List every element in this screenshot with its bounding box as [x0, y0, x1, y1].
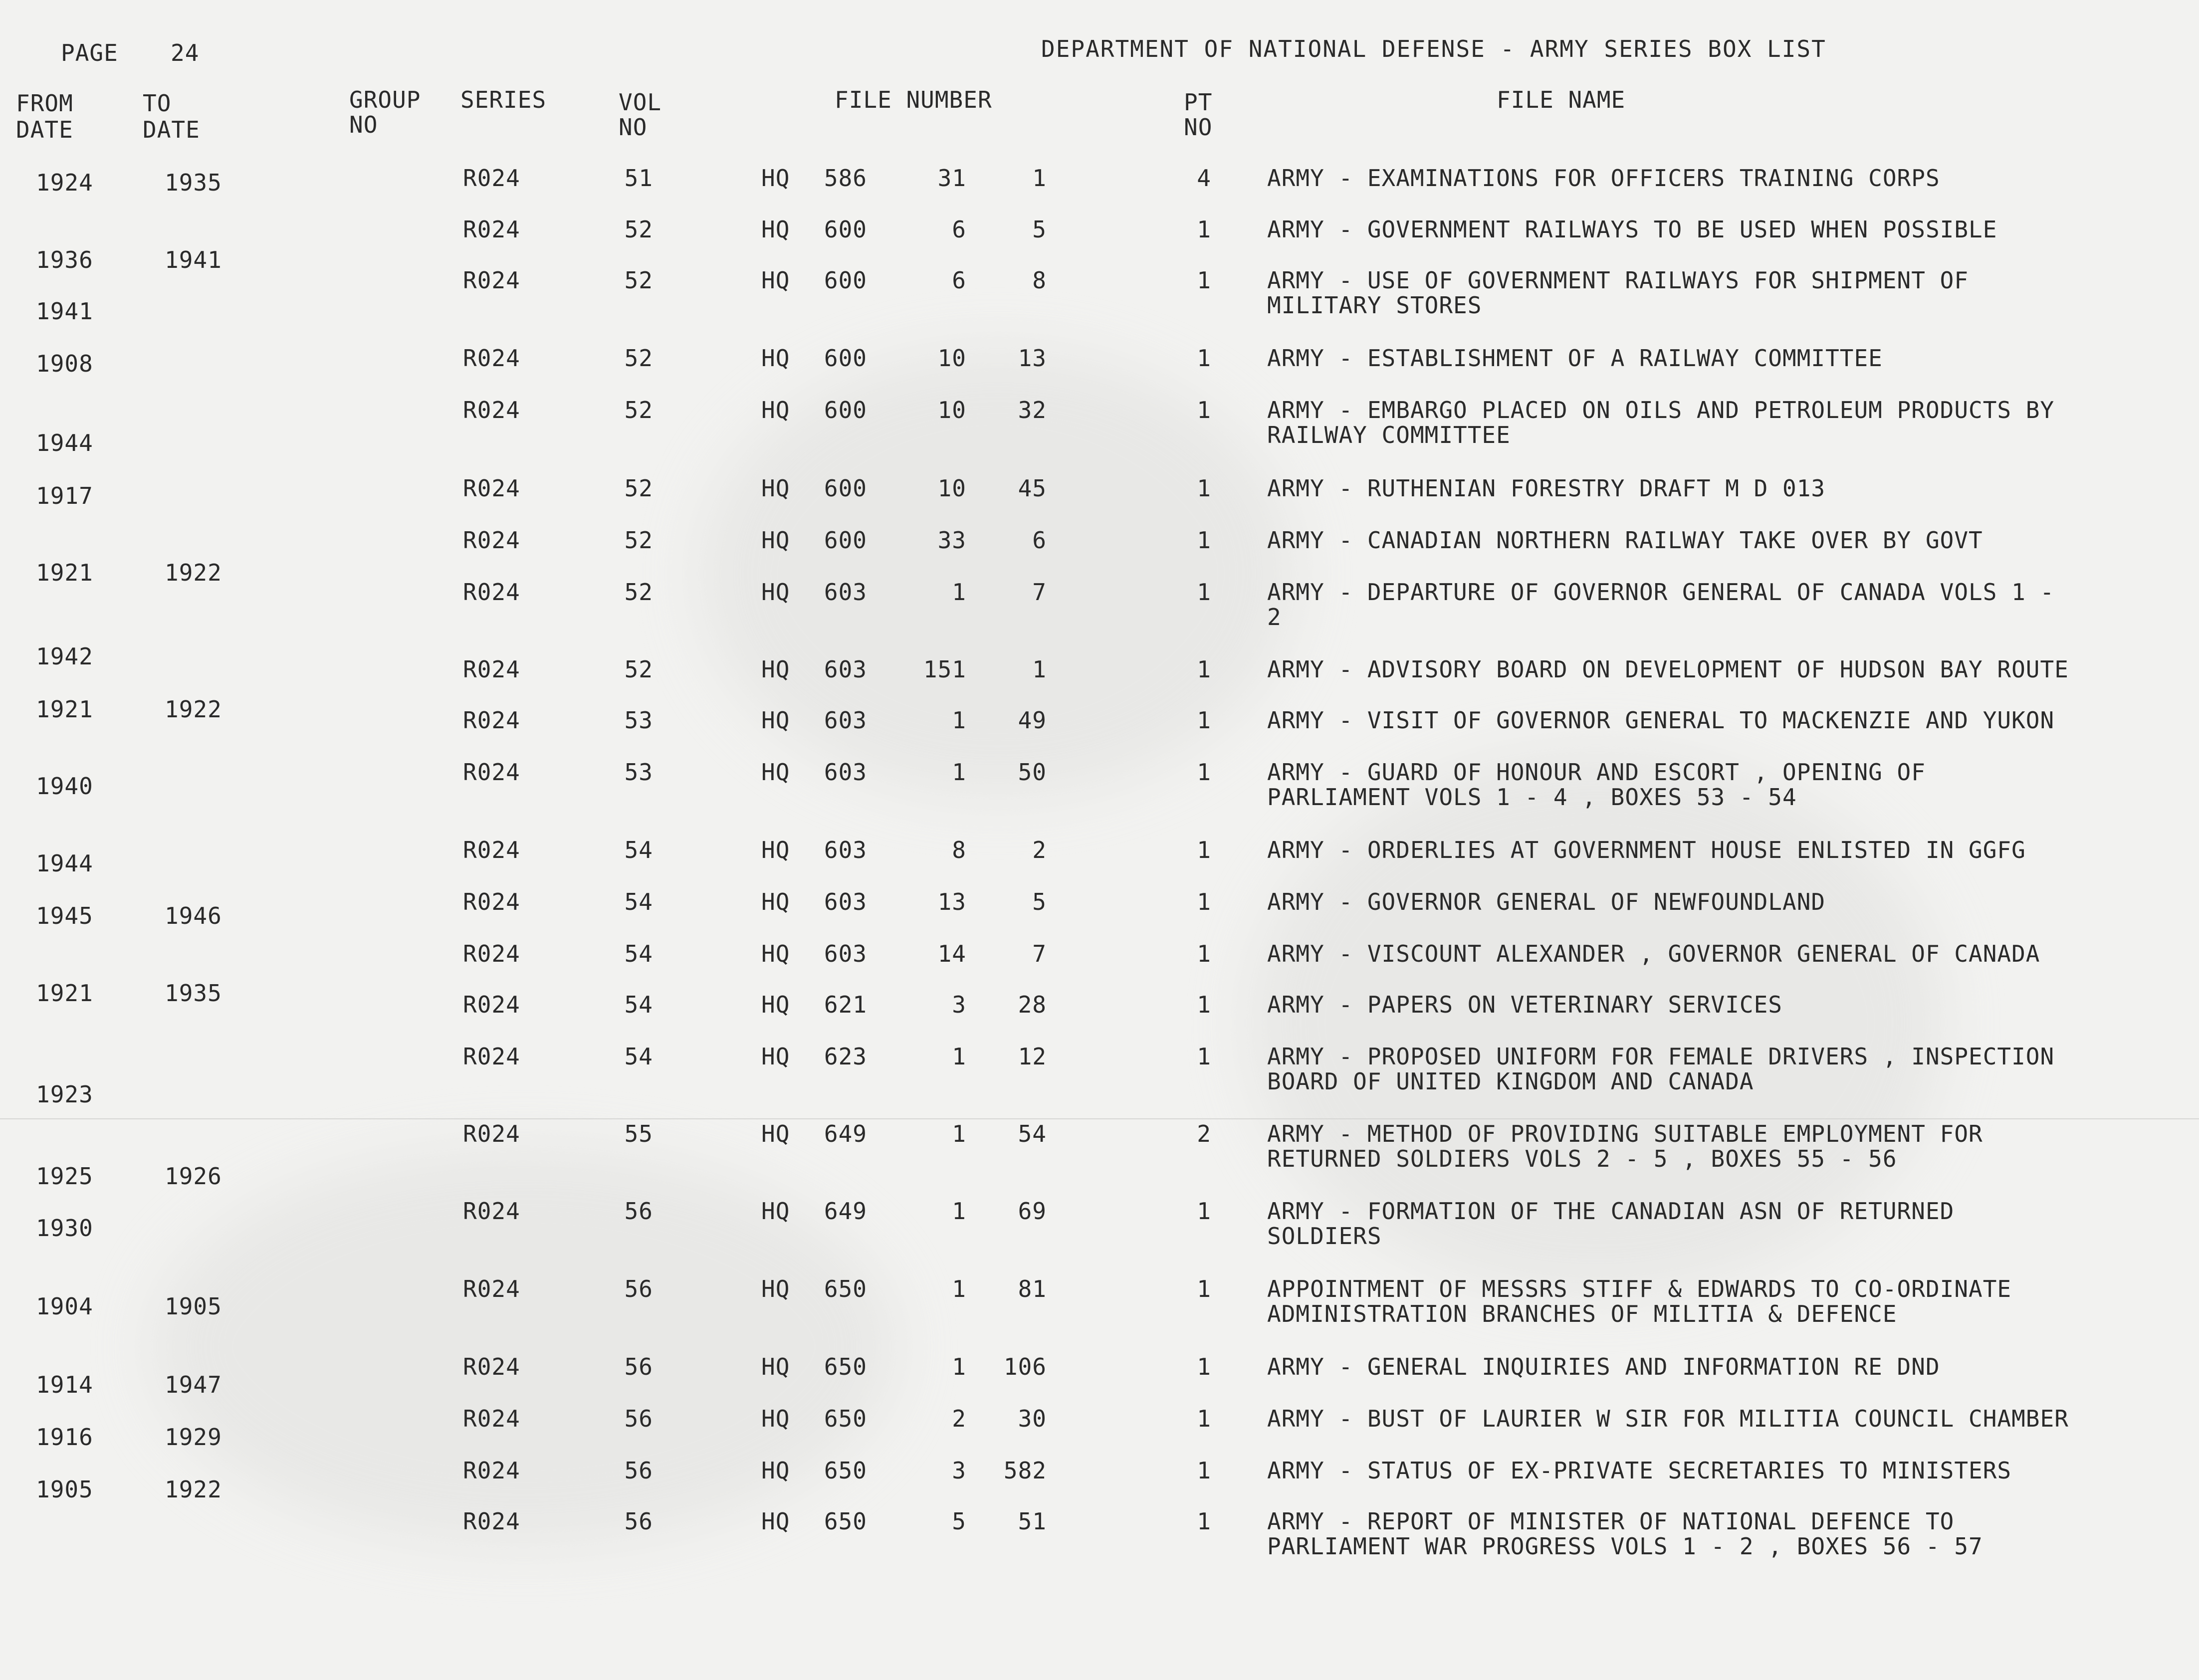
vol-no-cell: 53	[624, 759, 653, 786]
from-date: 1923	[36, 1081, 93, 1108]
file-name-line: PARLIAMENT WAR PROGRESS VOLS 1 - 2 , BOXES 56 - 57	[1267, 1533, 1983, 1560]
file-number-secondary: 1	[952, 1353, 966, 1380]
file-number-primary: 603	[824, 759, 867, 786]
from-date: 1921	[36, 696, 93, 723]
file-number-tertiary: 2	[1032, 837, 1047, 863]
file-name-line: 2	[1267, 604, 1282, 630]
file-number-secondary: 31	[937, 165, 966, 192]
pt-no-cell: 1	[1197, 759, 1211, 786]
file-number-primary: 603	[824, 707, 867, 734]
series-cell: R024	[463, 1353, 520, 1380]
series-cell: R024	[463, 1043, 520, 1070]
series-cell: R024	[463, 216, 520, 243]
file-name-line: ARMY - ADVISORY BOARD ON DEVELOPMENT OF HUDSON BAY ROUTE	[1267, 656, 2069, 683]
file-name-line: ADMINISTRATION BRANCHES OF MILITIA & DEFENCE	[1267, 1300, 1897, 1327]
document-title: DEPARTMENT OF NATIONAL DEFENSE - ARMY SERIES BOX LIST	[1041, 35, 1826, 62]
file-number-tertiary: 69	[1018, 1198, 1047, 1225]
pt-no-cell: 1	[1197, 216, 1211, 243]
to-date: 1947	[165, 1371, 222, 1398]
pt-no-cell: 1	[1197, 940, 1211, 967]
file-number-primary: 600	[824, 475, 867, 502]
from-date: 1917	[36, 482, 93, 509]
file-number-secondary: 1	[952, 1043, 966, 1070]
file-number-tertiary: 49	[1018, 707, 1047, 734]
to-date: 1929	[165, 1424, 222, 1451]
file-name-line: ARMY - GOVERNMENT RAILWAYS TO BE USED WHEN POSSIBLE	[1267, 216, 1997, 243]
file-number-primary: 650	[824, 1353, 867, 1380]
file-number-tertiary: 8	[1032, 267, 1047, 294]
page-crease	[0, 1118, 2199, 1119]
file-number-secondary: 33	[937, 527, 966, 554]
header-group-no-1: GROUP	[349, 86, 421, 113]
from-date: 1942	[36, 643, 93, 670]
header-pt-no-2: NO	[1184, 114, 1213, 141]
pt-no-cell: 1	[1197, 267, 1211, 294]
file-number-secondary: 1	[952, 759, 966, 786]
series-cell: R024	[463, 397, 520, 423]
file-number-secondary: 10	[937, 397, 966, 423]
vol-no-cell: 54	[624, 837, 653, 863]
file-number-secondary: 14	[937, 940, 966, 967]
pt-no-cell: 1	[1197, 888, 1211, 915]
header-vol-no-2: NO	[619, 114, 648, 141]
file-number-tertiary: 54	[1018, 1120, 1047, 1147]
vol-no-cell: 56	[624, 1508, 653, 1535]
series-cell: R024	[463, 1405, 520, 1432]
from-date: 1930	[36, 1215, 93, 1242]
pt-no-cell: 1	[1197, 1405, 1211, 1432]
vol-no-cell: 52	[624, 579, 653, 606]
series-cell: R024	[463, 837, 520, 863]
vol-no-cell: 54	[624, 1043, 653, 1070]
from-date: 1914	[36, 1371, 93, 1398]
file-name-line: ARMY - METHOD OF PROVIDING SUITABLE EMPLOYMENT FOR	[1267, 1120, 1983, 1147]
header-to-date-1: TO	[143, 90, 172, 117]
file-number-secondary: 5	[952, 1508, 966, 1535]
vol-no-cell: 53	[624, 707, 653, 734]
series-cell: R024	[463, 759, 520, 786]
file-name-line: ARMY - GOVERNOR GENERAL OF NEWFOUNDLAND	[1267, 888, 1826, 915]
file-name-line: ARMY - PAPERS ON VETERINARY SERVICES	[1267, 991, 1782, 1018]
pt-no-cell: 1	[1197, 656, 1211, 683]
to-date: 1946	[165, 902, 222, 929]
file-number-secondary: 1	[952, 707, 966, 734]
file-name-line: ARMY - REPORT OF MINISTER OF NATIONAL DEFENCE TO	[1267, 1508, 1955, 1535]
header-series: SERIES	[460, 86, 547, 113]
file-prefix-cell: HQ	[761, 397, 790, 423]
file-prefix-cell: HQ	[761, 345, 790, 372]
file-number-tertiary: 51	[1018, 1508, 1047, 1535]
series-cell: R024	[463, 1457, 520, 1484]
to-date: 1941	[165, 246, 222, 273]
file-number-secondary: 1	[952, 1120, 966, 1147]
file-name-line: MILITARY STORES	[1267, 292, 1482, 319]
file-name-line: ARMY - DEPARTURE OF GOVERNOR GENERAL OF CANADA VOLS 1 -	[1267, 579, 2055, 606]
from-date: 1921	[36, 559, 93, 586]
pt-no-cell: 1	[1197, 1457, 1211, 1484]
series-cell: R024	[463, 940, 520, 967]
file-name-line: ARMY - RUTHENIAN FORESTRY DRAFT M D 013	[1267, 475, 1826, 502]
file-name-line: ARMY - USE OF GOVERNMENT RAILWAYS FOR SHIPMENT OF	[1267, 267, 1969, 294]
pt-no-cell: 1	[1197, 1198, 1211, 1225]
header-pt-no-1: PT	[1184, 89, 1213, 116]
file-prefix-cell: HQ	[761, 1120, 790, 1147]
file-prefix-cell: HQ	[761, 759, 790, 786]
file-number-primary: 586	[824, 165, 867, 192]
vol-no-cell: 52	[624, 267, 653, 294]
series-cell: R024	[463, 707, 520, 734]
file-name-line: PARLIAMENT VOLS 1 - 4 , BOXES 53 - 54	[1267, 784, 1797, 811]
pt-no-cell: 1	[1197, 991, 1211, 1018]
file-number-primary: 603	[824, 940, 867, 967]
series-cell: R024	[463, 165, 520, 192]
series-cell: R024	[463, 656, 520, 683]
file-number-primary: 621	[824, 991, 867, 1018]
file-number-secondary: 3	[952, 1457, 966, 1484]
file-number-tertiary: 50	[1018, 759, 1047, 786]
file-number-primary: 650	[824, 1275, 867, 1302]
file-number-secondary: 1	[952, 579, 966, 606]
file-name-line: ARMY - EMBARGO PLACED ON OILS AND PETROLEUM PRODUCTS BY	[1267, 397, 2055, 423]
pt-no-cell: 1	[1197, 579, 1211, 606]
file-number-tertiary: 81	[1018, 1275, 1047, 1302]
pt-no-cell: 4	[1197, 165, 1211, 192]
file-prefix-cell: HQ	[761, 267, 790, 294]
page-number: 24	[171, 39, 200, 66]
to-date: 1922	[165, 559, 222, 586]
from-date: 1925	[36, 1163, 93, 1190]
file-number-primary: 649	[824, 1198, 867, 1225]
vol-no-cell: 52	[624, 216, 653, 243]
file-number-secondary: 1	[952, 1198, 966, 1225]
pt-no-cell: 2	[1197, 1120, 1211, 1147]
file-number-secondary: 8	[952, 837, 966, 863]
vol-no-cell: 56	[624, 1275, 653, 1302]
file-prefix-cell: HQ	[761, 940, 790, 967]
file-number-tertiary: 45	[1018, 475, 1047, 502]
pt-no-cell: 1	[1197, 1508, 1211, 1535]
file-number-secondary: 3	[952, 991, 966, 1018]
file-number-secondary: 151	[923, 656, 966, 683]
file-number-tertiary: 32	[1018, 397, 1047, 423]
file-prefix-cell: HQ	[761, 1043, 790, 1070]
file-number-tertiary: 13	[1018, 345, 1047, 372]
file-number-tertiary: 28	[1018, 991, 1047, 1018]
file-name-line: SOLDIERS	[1267, 1223, 1382, 1250]
header-group-no-2: NO	[349, 111, 378, 138]
file-prefix-cell: HQ	[761, 707, 790, 734]
from-date: 1904	[36, 1293, 93, 1320]
file-number-secondary: 10	[937, 475, 966, 502]
file-prefix-cell: HQ	[761, 1457, 790, 1484]
to-date: 1922	[165, 1476, 222, 1503]
file-number-primary: 623	[824, 1043, 867, 1070]
series-cell: R024	[463, 1120, 520, 1147]
file-number-tertiary: 1	[1032, 656, 1047, 683]
file-name-line: ARMY - ORDERLIES AT GOVERNMENT HOUSE ENLISTED IN GGFG	[1267, 837, 2026, 863]
file-number-primary: 650	[824, 1405, 867, 1432]
from-date: 1916	[36, 1424, 93, 1451]
series-cell: R024	[463, 888, 520, 915]
file-name-line: ARMY - VISIT OF GOVERNOR GENERAL TO MACKENZIE AND YUKON	[1267, 707, 2055, 734]
file-name-line: ARMY - PROPOSED UNIFORM FOR FEMALE DRIVERS , INSPECTION	[1267, 1043, 2055, 1070]
to-date: 1905	[165, 1293, 222, 1320]
file-number-tertiary: 7	[1032, 579, 1047, 606]
vol-no-cell: 56	[624, 1198, 653, 1225]
file-name-line: RETURNED SOLDIERS VOLS 2 - 5 , BOXES 55 - 56	[1267, 1145, 1897, 1172]
file-prefix-cell: HQ	[761, 1508, 790, 1535]
vol-no-cell: 55	[624, 1120, 653, 1147]
header-file-number: FILE NUMBER	[835, 86, 992, 113]
file-number-primary: 600	[824, 527, 867, 554]
to-date: 1922	[165, 696, 222, 723]
file-number-primary: 650	[824, 1508, 867, 1535]
file-prefix-cell: HQ	[761, 837, 790, 863]
vol-no-cell: 54	[624, 940, 653, 967]
vol-no-cell: 52	[624, 527, 653, 554]
series-cell: R024	[463, 1198, 520, 1225]
file-name-line: ARMY - VISCOUNT ALEXANDER , GOVERNOR GENERAL OF CANADA	[1267, 940, 2040, 967]
page-label: PAGE	[61, 39, 118, 66]
vol-no-cell: 51	[624, 165, 653, 192]
file-prefix-cell: HQ	[761, 656, 790, 683]
header-to-date-2: DATE	[143, 116, 200, 143]
from-date: 1936	[36, 246, 93, 273]
file-name-line: ARMY - CANADIAN NORTHERN RAILWAY TAKE OVER BY GOVT	[1267, 527, 1983, 554]
file-number-tertiary: 6	[1032, 527, 1047, 554]
file-prefix-cell: HQ	[761, 1353, 790, 1380]
file-number-secondary: 1	[952, 1275, 966, 1302]
file-number-primary: 603	[824, 579, 867, 606]
file-name-line: ARMY - GENERAL INQUIRIES AND INFORMATION RE DND	[1267, 1353, 1940, 1380]
file-number-secondary: 6	[952, 267, 966, 294]
file-name-line: ARMY - STATUS OF EX-PRIVATE SECRETARIES TO MINISTERS	[1267, 1457, 2012, 1484]
vol-no-cell: 52	[624, 656, 653, 683]
file-number-primary: 603	[824, 837, 867, 863]
pt-no-cell: 1	[1197, 345, 1211, 372]
to-date: 1935	[165, 980, 222, 1007]
file-prefix-cell: HQ	[761, 475, 790, 502]
file-number-tertiary: 5	[1032, 888, 1047, 915]
pt-no-cell: 1	[1197, 1353, 1211, 1380]
from-date: 1945	[36, 902, 93, 929]
file-prefix-cell: HQ	[761, 579, 790, 606]
pt-no-cell: 1	[1197, 837, 1211, 863]
file-number-primary: 603	[824, 888, 867, 915]
header-vol-no-1: VOL	[619, 89, 662, 116]
file-prefix-cell: HQ	[761, 165, 790, 192]
to-date: 1935	[165, 169, 222, 196]
vol-no-cell: 56	[624, 1457, 653, 1484]
pt-no-cell: 1	[1197, 475, 1211, 502]
series-cell: R024	[463, 475, 520, 502]
file-number-primary: 603	[824, 656, 867, 683]
file-name-line: ARMY - GUARD OF HONOUR AND ESCORT , OPENING OF	[1267, 759, 1926, 786]
header-from-date-2: DATE	[16, 116, 73, 143]
pt-no-cell: 1	[1197, 527, 1211, 554]
from-date: 1940	[36, 773, 93, 800]
file-number-tertiary: 5	[1032, 216, 1047, 243]
vol-no-cell: 54	[624, 991, 653, 1018]
pt-no-cell: 1	[1197, 1275, 1211, 1302]
file-number-primary: 650	[824, 1457, 867, 1484]
file-name-line: ARMY - FORMATION OF THE CANADIAN ASN OF RETURNED	[1267, 1198, 1955, 1225]
pt-no-cell: 1	[1197, 1043, 1211, 1070]
series-cell: R024	[463, 1508, 520, 1535]
file-number-primary: 600	[824, 267, 867, 294]
file-number-primary: 600	[824, 345, 867, 372]
file-prefix-cell: HQ	[761, 888, 790, 915]
file-number-secondary: 13	[937, 888, 966, 915]
to-date: 1926	[165, 1163, 222, 1190]
file-name-line: ARMY - BUST OF LAURIER W SIR FOR MILITIA COUNCIL CHAMBER	[1267, 1405, 2069, 1432]
file-number-tertiary: 106	[1003, 1353, 1047, 1380]
file-name-line: BOARD OF UNITED KINGDOM AND CANADA	[1267, 1068, 1754, 1095]
series-cell: R024	[463, 579, 520, 606]
file-number-tertiary: 582	[1003, 1457, 1047, 1484]
file-prefix-cell: HQ	[761, 527, 790, 554]
file-name-line: ARMY - ESTABLISHMENT OF A RAILWAY COMMITTEE	[1267, 345, 1883, 372]
series-cell: R024	[463, 991, 520, 1018]
file-name-line: RAILWAY COMMITTEE	[1267, 421, 1511, 448]
pt-no-cell: 1	[1197, 397, 1211, 423]
file-prefix-cell: HQ	[761, 1198, 790, 1225]
file-number-primary: 649	[824, 1120, 867, 1147]
file-number-secondary: 10	[937, 345, 966, 372]
file-prefix-cell: HQ	[761, 1405, 790, 1432]
file-number-tertiary: 12	[1018, 1043, 1047, 1070]
file-number-secondary: 2	[952, 1405, 966, 1432]
file-number-tertiary: 30	[1018, 1405, 1047, 1432]
vol-no-cell: 56	[624, 1405, 653, 1432]
header-from-date-1: FROM	[16, 90, 73, 117]
from-date: 1908	[36, 350, 93, 377]
file-number-primary: 600	[824, 216, 867, 243]
file-number-tertiary: 7	[1032, 940, 1047, 967]
from-date: 1941	[36, 298, 93, 325]
from-date: 1944	[36, 429, 93, 456]
vol-no-cell: 52	[624, 397, 653, 423]
from-date: 1924	[36, 169, 93, 196]
pt-no-cell: 1	[1197, 707, 1211, 734]
series-cell: R024	[463, 267, 520, 294]
file-number-tertiary: 1	[1032, 165, 1047, 192]
series-cell: R024	[463, 1275, 520, 1302]
file-name-line: ARMY - EXAMINATIONS FOR OFFICERS TRAINING CORPS	[1267, 165, 1940, 192]
from-date: 1905	[36, 1476, 93, 1503]
file-prefix-cell: HQ	[761, 991, 790, 1018]
file-prefix-cell: HQ	[761, 1275, 790, 1302]
from-date: 1944	[36, 850, 93, 877]
vol-no-cell: 54	[624, 888, 653, 915]
vol-no-cell: 52	[624, 345, 653, 372]
series-cell: R024	[463, 527, 520, 554]
vol-no-cell: 52	[624, 475, 653, 502]
file-number-primary: 600	[824, 397, 867, 423]
header-file-name: FILE NAME	[1497, 86, 1626, 113]
vol-no-cell: 56	[624, 1353, 653, 1380]
file-number-secondary: 6	[952, 216, 966, 243]
file-name-line: APPOINTMENT OF MESSRS STIFF & EDWARDS TO CO-ORDINATE	[1267, 1275, 2012, 1302]
series-cell: R024	[463, 345, 520, 372]
from-date: 1921	[36, 980, 93, 1007]
file-prefix-cell: HQ	[761, 216, 790, 243]
